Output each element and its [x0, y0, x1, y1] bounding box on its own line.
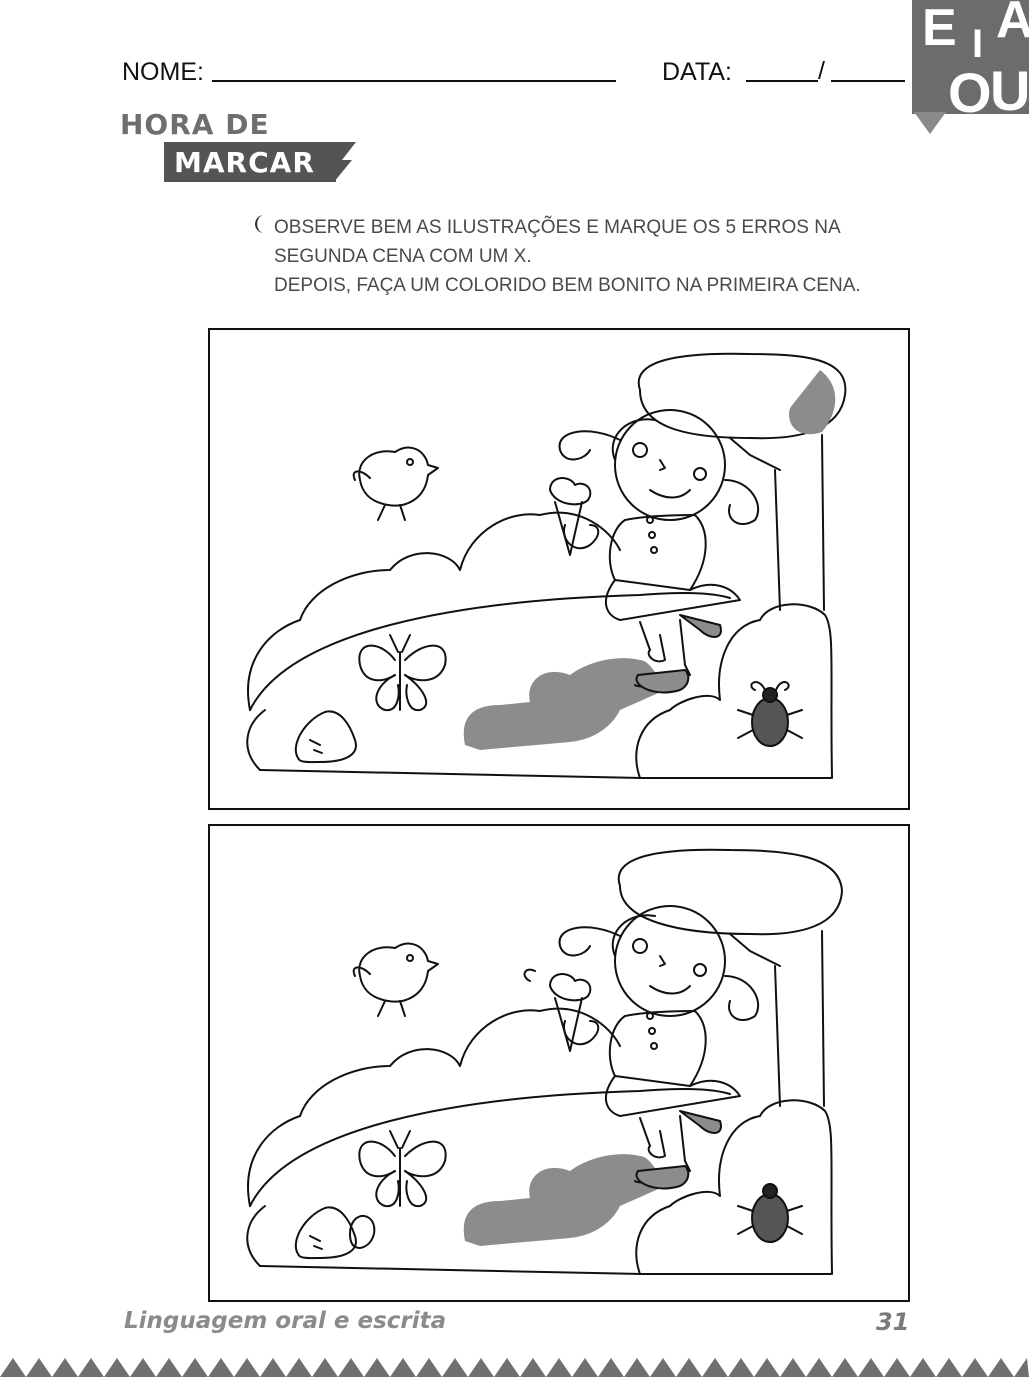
- date-separator: /: [818, 57, 825, 85]
- date-month-field[interactable]: [831, 80, 905, 82]
- vowel-e: E: [922, 0, 957, 57]
- date-day-field[interactable]: [746, 80, 818, 82]
- zigzag-border-icon: [0, 1352, 1029, 1377]
- section-title-line2: MARCAR: [174, 146, 315, 179]
- footer-subject: Linguagem oral e escrita: [124, 1308, 447, 1334]
- date-label: DATA:: [662, 58, 732, 86]
- instruction-line: DEPOIS, FAÇA UM COLORIDO BEM BONITO NA PRIMEIRA CENA.: [274, 275, 861, 296]
- instructions: [274, 213, 934, 300]
- girl-park-scene-original-icon: [210, 330, 908, 808]
- instruction-line: OBSERVE BEM AS ILUSTRAÇÕES E MARQUE OS 5 ERROS NA: [274, 217, 841, 238]
- vowel-a: A: [996, 0, 1034, 49]
- section-title-line1: HORA DE: [120, 108, 270, 141]
- scene-2-frame[interactable]: [208, 824, 910, 1302]
- instruction-line: SEGUNDA CENA COM UM X.: [274, 246, 532, 267]
- girl-park-scene-with-differences-icon: [210, 826, 908, 1300]
- name-label: NOME:: [122, 58, 204, 86]
- vowel-o: O: [948, 61, 992, 124]
- page-number: 31: [876, 1308, 910, 1336]
- crescent-bullet-icon: [250, 214, 268, 234]
- name-field[interactable]: [212, 80, 616, 82]
- vowel-i: I: [972, 22, 984, 66]
- vowel-u: U: [990, 59, 1031, 122]
- badge-tip: [914, 112, 946, 134]
- vowel-badge: [912, 0, 1034, 124]
- scene-1-frame[interactable]: [208, 328, 910, 810]
- banner-arrow-icon: [334, 142, 358, 182]
